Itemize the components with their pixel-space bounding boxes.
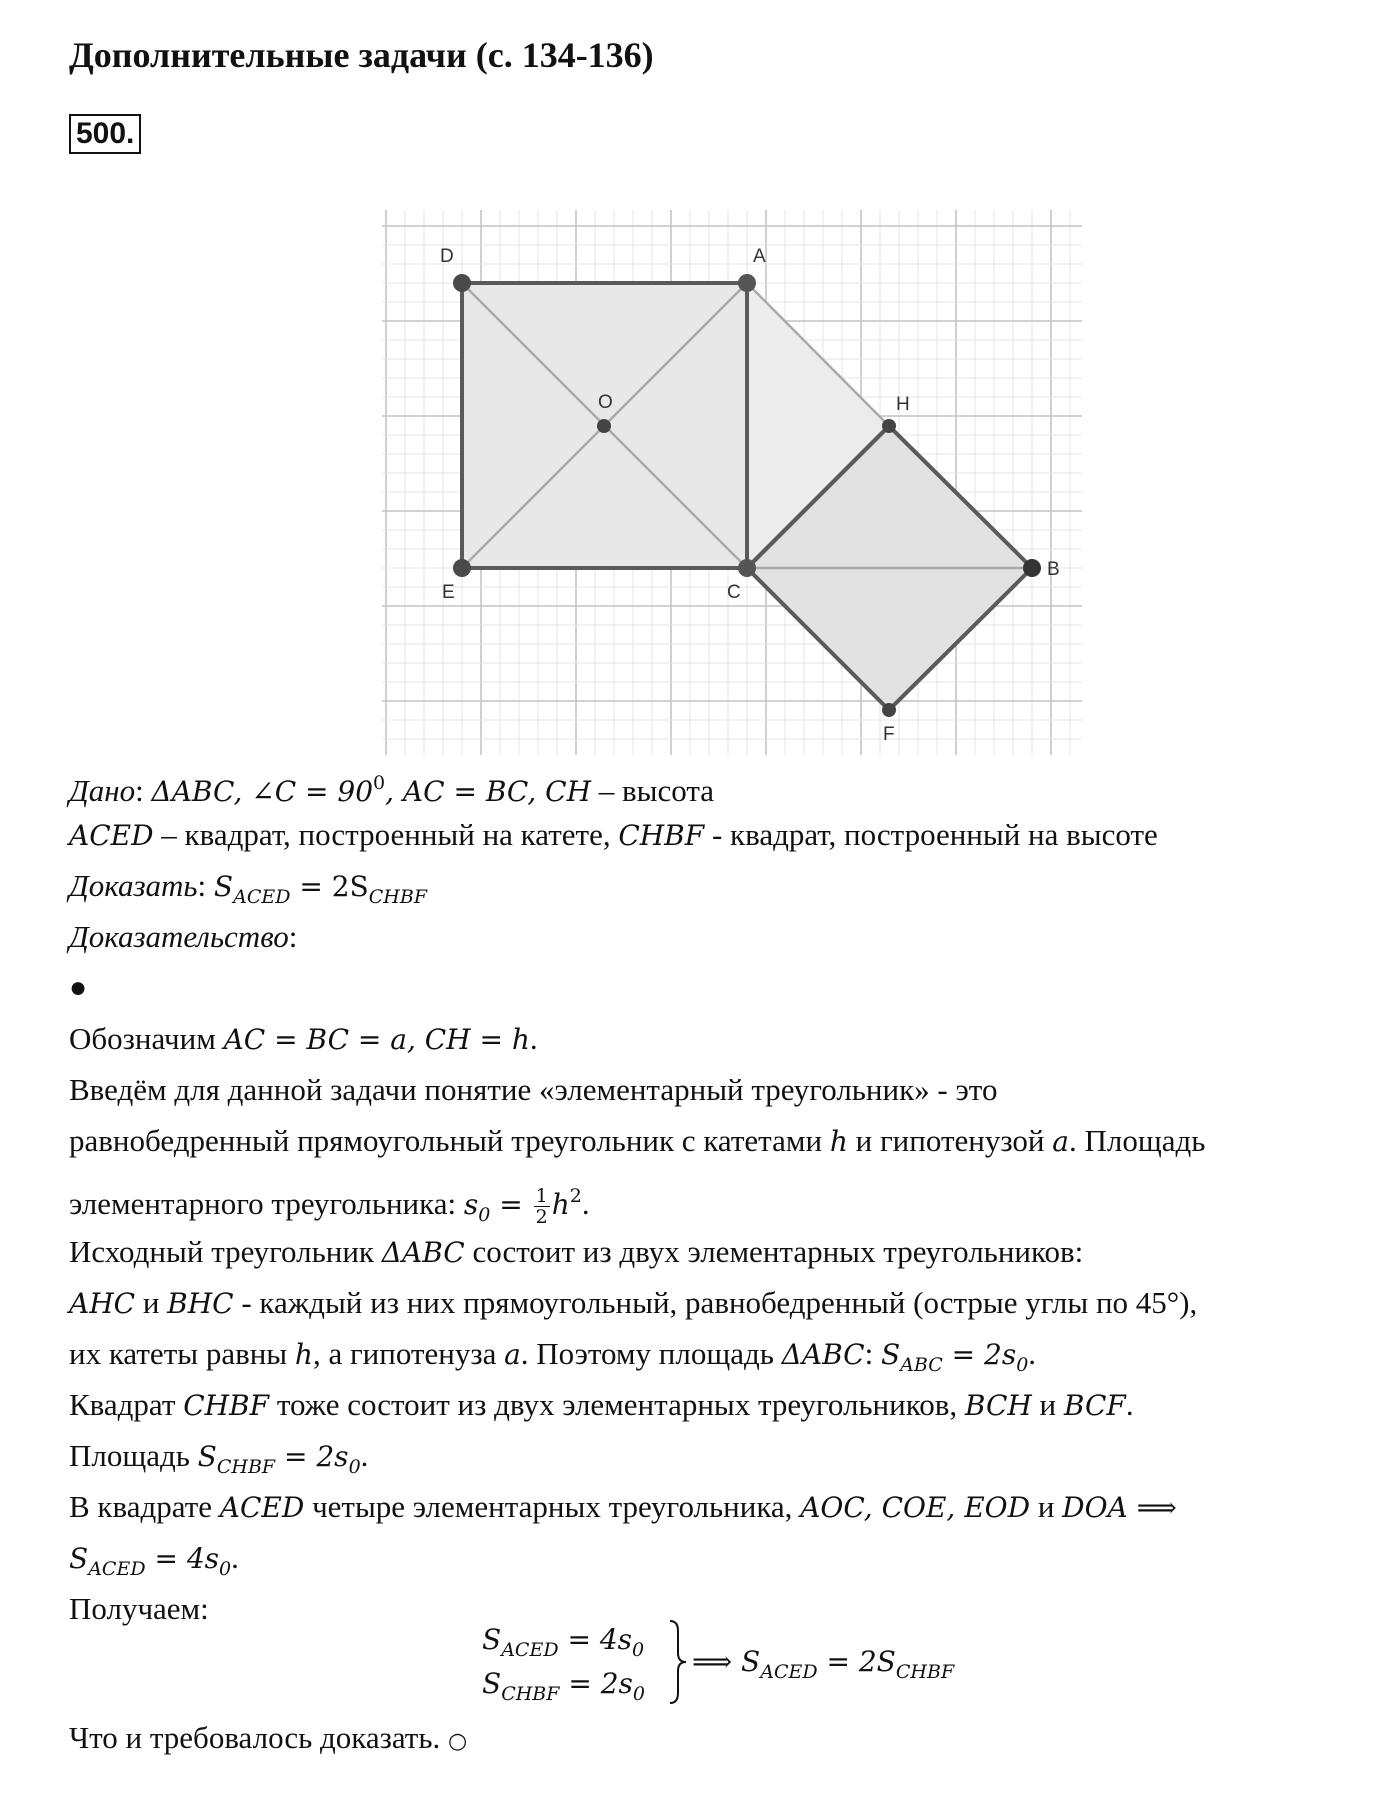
- l9a: Площадь: [69, 1438, 198, 1473]
- l9end: .: [360, 1438, 369, 1473]
- point-o: [597, 419, 611, 433]
- label-o: O: [598, 392, 613, 413]
- l9eq: = 2s: [275, 1440, 349, 1473]
- l7d: :: [864, 1336, 881, 1371]
- prove-label: Доказать: [69, 868, 198, 903]
- system-row-1: [482, 1617, 645, 1661]
- l7b: , а гипотенуза: [312, 1336, 505, 1371]
- l8m: CHBF: [183, 1389, 270, 1422]
- l10c: и: [1030, 1489, 1063, 1524]
- prove-eq: = 2S: [290, 870, 369, 903]
- fraction-half: [534, 1186, 550, 1227]
- point-c: [738, 559, 756, 577]
- r2sub2: 0: [632, 1683, 645, 1705]
- l10b: четыре элементарных треугольника,: [304, 1489, 801, 1524]
- l7end: .: [1028, 1336, 1037, 1371]
- r1sub2: 0: [632, 1639, 645, 1661]
- page-title: Дополнительные задачи (с. 134-136): [69, 35, 654, 75]
- proof-line-11: [69, 1532, 1369, 1583]
- l11sub: ACED: [88, 1558, 146, 1580]
- l7eq: = 2s: [942, 1338, 1017, 1371]
- l6m1: AHC: [69, 1287, 136, 1320]
- right-brace-icon: [667, 1619, 689, 1705]
- l11eq: = 4s: [145, 1542, 220, 1575]
- l1b: .: [529, 1021, 538, 1056]
- l6a: и: [135, 1285, 168, 1320]
- given-text-2: - квадрат, построенный на высоте: [704, 817, 1158, 852]
- point-e: [453, 559, 471, 577]
- given-square-1: ACED: [69, 819, 154, 852]
- l8m3: BCF: [1063, 1389, 1126, 1422]
- l3c: . Площадь: [1068, 1123, 1206, 1158]
- prove-colon: :: [197, 868, 214, 903]
- rsub: ACED: [760, 1661, 818, 1683]
- l4h: h: [551, 1188, 570, 1221]
- proof-line-9: [69, 1430, 1369, 1481]
- l10a: В квадрате: [69, 1489, 220, 1524]
- label-a: A: [753, 246, 766, 267]
- given-triangle: ΔABC, ∠C = 90: [151, 775, 374, 808]
- point-a: [738, 274, 756, 292]
- given-line-2: [69, 809, 1369, 860]
- req: = 2S: [817, 1645, 896, 1678]
- l5b: состоит из двух элементарных треугольников:: [464, 1234, 1084, 1269]
- given-label: Дано: [69, 773, 136, 808]
- point-d: [453, 274, 471, 292]
- proof-line-6: [69, 1277, 1369, 1328]
- prove-line: [69, 860, 1369, 911]
- label-f: F: [883, 724, 895, 745]
- l8m2: BCH: [964, 1389, 1032, 1422]
- frac-num: 1: [535, 1185, 548, 1208]
- given-square-2: CHBF: [618, 819, 705, 852]
- proof-line-1: [69, 1013, 1369, 1064]
- l3a2: a: [1052, 1125, 1069, 1158]
- l6b: - каждый из них прямоугольный, равнобедренный (острые углы по 45°),: [233, 1285, 1198, 1320]
- label-h: H: [896, 394, 910, 415]
- given-rest: – высота: [591, 773, 715, 808]
- proof-label: Доказательство: [69, 919, 289, 954]
- conclusion-text: Что и требовалось доказать.: [69, 1720, 448, 1755]
- l1a: Обозначим: [69, 1021, 224, 1056]
- bullet: ●: [69, 971, 88, 1004]
- prove-sub2: CHBF: [368, 886, 428, 908]
- problem-number: 500.: [69, 114, 141, 154]
- l11end: .: [231, 1540, 239, 1575]
- proof-line-10: [69, 1481, 1369, 1532]
- prove-s1: S: [213, 870, 234, 903]
- proof-colon: :: [288, 919, 298, 954]
- r1sub: ACED: [501, 1639, 559, 1661]
- l7h: h: [294, 1338, 313, 1371]
- l7m: ΔABC: [781, 1338, 865, 1371]
- r1s: S: [482, 1623, 502, 1656]
- r2s: S: [482, 1667, 502, 1700]
- label-e: E: [442, 582, 455, 603]
- l8c: и: [1031, 1387, 1064, 1422]
- point-h: [882, 419, 896, 433]
- l4sub: 0: [478, 1204, 491, 1226]
- l6m2: BHC: [167, 1287, 234, 1320]
- l11s: S: [69, 1542, 89, 1575]
- point-f: [882, 703, 896, 717]
- given-text-1: – квадрат, построенный на катете,: [153, 817, 619, 852]
- l5m: ΔABC: [381, 1236, 465, 1269]
- l5a: Исходный треугольник: [69, 1234, 382, 1269]
- prove-sub1: ACED: [233, 886, 291, 908]
- l4eq: =: [490, 1188, 532, 1221]
- label-c: C: [727, 582, 741, 603]
- l7a: их катеты равны: [69, 1336, 295, 1371]
- l1m: AC = BC = a, CH = h: [223, 1023, 530, 1056]
- system-result: [692, 1639, 954, 1694]
- conclusion: [69, 1712, 467, 1767]
- l11sub2: 0: [219, 1558, 232, 1580]
- proof-line-3: [69, 1115, 1369, 1166]
- l7sub2: 0: [1016, 1354, 1029, 1376]
- l8b: тоже состоит из двух элементарных треугольников,: [269, 1387, 965, 1422]
- label-b: B: [1047, 559, 1060, 580]
- point-b: [1023, 559, 1041, 577]
- r2eq: = 2s: [559, 1667, 633, 1700]
- given-colon: :: [135, 773, 144, 808]
- solution-text: [69, 758, 1369, 1634]
- l10m: ACED: [219, 1491, 305, 1524]
- label-d: D: [440, 246, 454, 267]
- frac-den: 2: [535, 1206, 548, 1229]
- l8end: .: [1125, 1387, 1134, 1422]
- l7sub: ABC: [900, 1354, 943, 1376]
- l10m2: AOC, COE, EOD: [800, 1491, 1031, 1524]
- l9s: S: [197, 1440, 217, 1473]
- given-equalities: , AC = BC, CH: [385, 775, 591, 808]
- proof-line-12: Получаем:: [69, 1591, 209, 1626]
- given-line: [69, 758, 1369, 809]
- l4s: s: [463, 1188, 479, 1221]
- proof-line-7: [69, 1328, 1369, 1379]
- end-mark: ○: [448, 1729, 468, 1754]
- rsub2: CHBF: [895, 1661, 955, 1683]
- l4end: .: [581, 1186, 590, 1221]
- system-rows: [482, 1617, 645, 1705]
- r2sub: CHBF: [501, 1683, 560, 1705]
- proof-label-line: [69, 911, 1369, 962]
- l9sub: CHBF: [216, 1456, 276, 1478]
- implies: ⟹ S: [692, 1645, 761, 1678]
- l3a: равнобедренный прямоугольный треугольник с катетами: [69, 1123, 830, 1158]
- l8a: Квадрат: [69, 1387, 184, 1422]
- l3h: h: [829, 1125, 848, 1158]
- l9sub2: 0: [348, 1456, 361, 1478]
- l7s: S: [880, 1338, 901, 1371]
- l7c: . Поэтому площадь: [520, 1336, 782, 1371]
- l4sup: 2: [569, 1185, 582, 1207]
- l7a2: a: [504, 1338, 521, 1371]
- proof-line-8: [69, 1379, 1369, 1430]
- l4a: элементарного треугольника:: [69, 1186, 464, 1221]
- given-degree: 0: [373, 772, 386, 794]
- proof-line-5: [69, 1226, 1369, 1277]
- proof-line-2: Введём для данной задачи понятие «элементарный треугольник» - это: [69, 1072, 998, 1107]
- proof-line-4: [69, 1166, 1369, 1229]
- r1eq: = 4s: [558, 1623, 633, 1656]
- l10m3: DOA ⟹: [1062, 1491, 1177, 1524]
- system-row-2: [482, 1661, 645, 1705]
- geometry-figure: [382, 210, 1082, 755]
- l3b: и гипотенузой: [847, 1123, 1053, 1158]
